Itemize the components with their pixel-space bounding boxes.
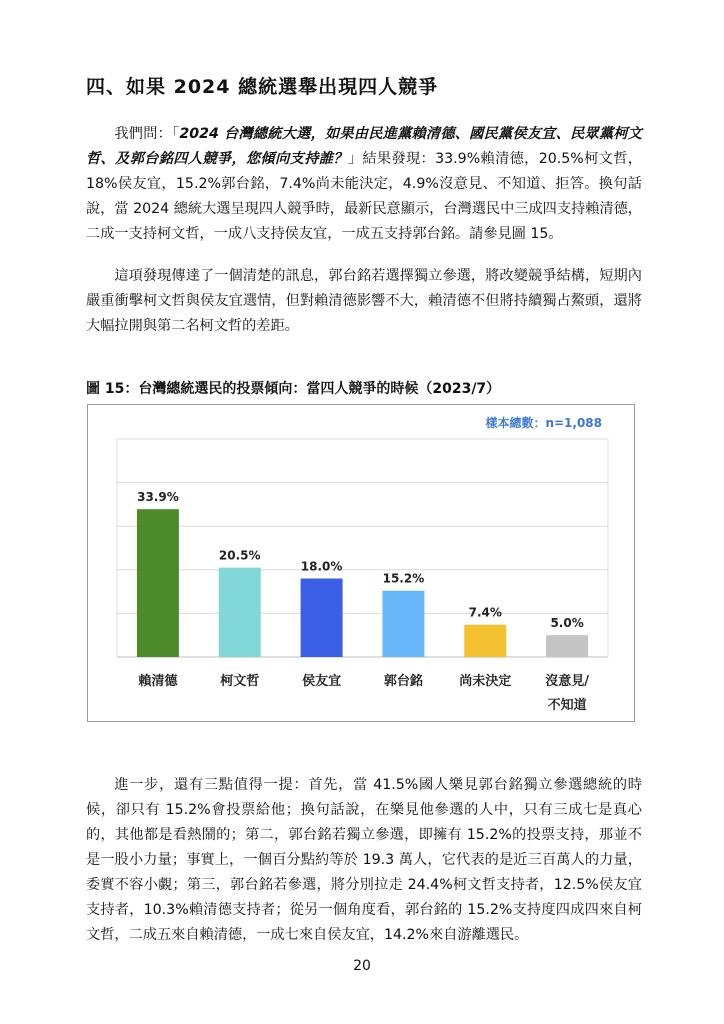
paragraph-question-results <box>86 122 642 247</box>
category-label-1: 賴清德 <box>138 674 178 689</box>
paragraph-interpretation <box>86 264 642 339</box>
section-heading: 四、如果 2024 總統選舉出現四人競爭 <box>86 76 439 98</box>
bar-6 <box>546 635 588 657</box>
survey-question: 2024 台灣總統大選，如果由民進黨賴清德、國民黨侯友宜、民眾黨柯文哲、及郭台銘四人競爭，您傾向支持誰？ <box>86 126 642 167</box>
bar-chart <box>88 405 634 721</box>
category-label-6: 不知道 <box>547 698 587 713</box>
value-label-2: 20.5% <box>218 548 261 563</box>
para2-text: 這項發現傳達了一個清楚的訊息，郭台銘若選擇獨立參選，將改變競爭結構，短期內嚴重衝擊柯文哲與侯友宜選情，但對賴清德影響不大，賴清德不但將持續獨占鰲頭，還將大幅拉開與第二名柯文哲的差距。 <box>86 268 642 334</box>
figure-title: 圖 15：台灣總統選民的投票傾向：當四人競爭的時候（2023/7） <box>86 381 501 397</box>
sample-size-note: 樣本總數：n=1,088 <box>485 416 602 430</box>
bar-4 <box>382 591 424 657</box>
value-label-4: 15.2% <box>382 571 425 586</box>
value-label-6: 5.0% <box>550 616 584 631</box>
bar-5 <box>464 625 506 657</box>
page-number: 20 <box>353 958 371 974</box>
value-label-1: 33.9% <box>137 490 179 505</box>
para1-results: 」結果發現：33.9%賴清德，20.5%柯文哲，18%侯友宜，15.2%郭台銘，7.4%尚未能決定，4.9%沒意見、不知道、拒答。換句話說，當 2024 總統大選呈現四人競爭時，最新民意顯示，台灣選民中三成四支持賴清德，二成一支持柯文哲，一成八支持侯友宜，一成五支持郭台銘。請參見圖 15。 <box>86 151 642 242</box>
category-label-3: 侯友宜 <box>302 674 342 689</box>
para1-lead: 我們問：「 <box>114 126 180 142</box>
bar-chart-frame <box>87 404 635 722</box>
category-label-5: 尚未決定 <box>459 674 512 689</box>
category-label-2: 柯文哲 <box>220 674 260 689</box>
para3-text: 進一步，還有三點值得一提：首先，當 41.5%國人樂見郭台銘獨立參選總統的時候，卻只有 15.2%會投票給他；換句話說，在樂見他參選的人中，只有三成七是真心的，其他都是看熱鬧的；第二，郭台銘若獨立參選，即擁有 15.2%的投票支持，那並不是一股小力量；事實上，一個百分點約等於 19.3 萬人，它代表的是近三百萬人的力量，委實不容小覷；第三，郭台銘若參選，將分別拉走 24.4%柯文哲支持者，12.5%侯友宜支持者，10.3%賴清德支持者；從另一個角度看，郭台銘的 15.2%支持度四成四來自柯文哲，二成五來自賴清德，一成七來自侯友宜，14.2%來自游離選民。 <box>86 777 642 943</box>
bar-3 <box>301 579 343 657</box>
bar-2 <box>219 568 261 657</box>
category-label-4: 郭台銘 <box>383 674 423 689</box>
category-label-6: 沒意見/ <box>545 674 589 689</box>
bar-1 <box>137 509 179 657</box>
value-label-3: 18.0% <box>300 559 343 574</box>
value-label-5: 7.4% <box>468 605 502 620</box>
paragraph-further-points <box>86 773 642 948</box>
